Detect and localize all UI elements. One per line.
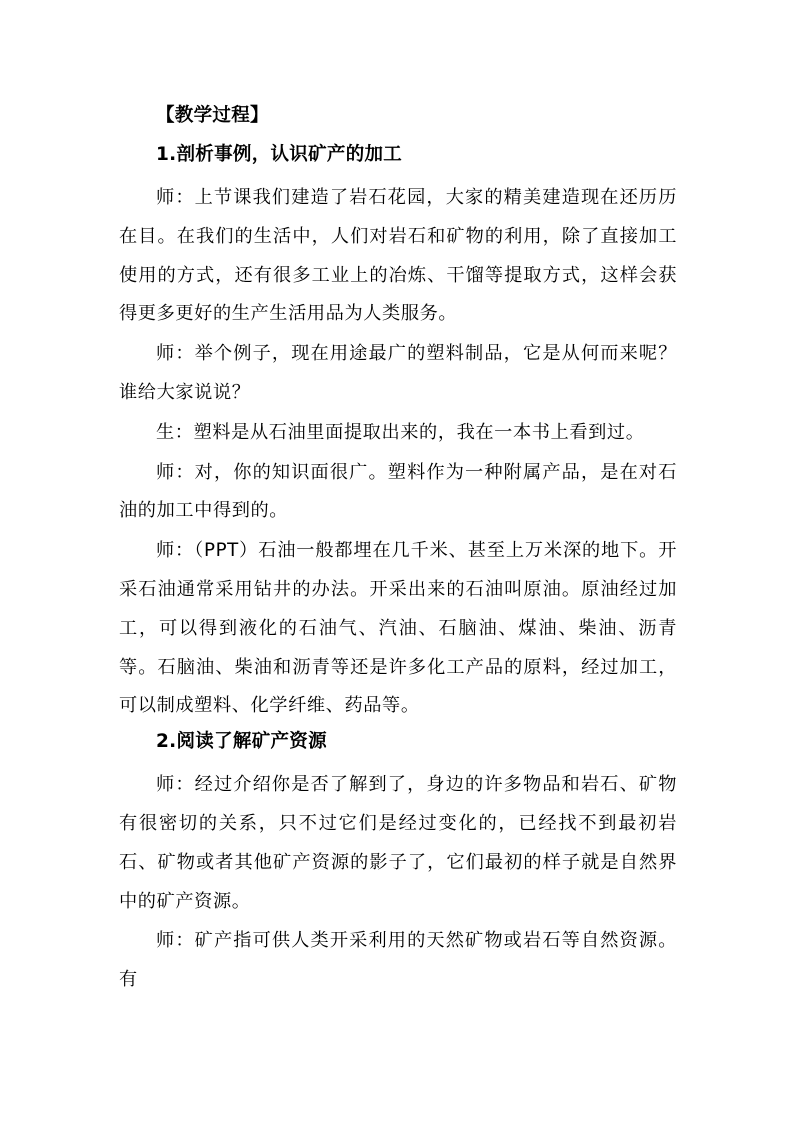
heading-2: 2.阅读了解矿产资源 [156, 731, 327, 753]
paragraph: 师：矿产指可供人类开采利用的天然矿物或岩石等自然资源。有 [119, 930, 677, 991]
paragraph: 师：（PPT）石油一般都埋在几千米、甚至上万米深的地下。开采石油通常采用钻井的办法。开采出来的石油叫原油。原油经过加工，可以得到液化的石油气、汽油、石脑油、煤油、柴油、沥青等。石脑油、柴油和沥青等还是许多化工产品的原料，经过加工，可以制成塑料、化学纤维、药品等。 [119, 540, 677, 717]
paragraph: 生：塑料是从石油里面提取出来的，我在一本书上看到过。 [156, 421, 645, 443]
paragraph: 师：上节课我们建造了岩石花园，大家的精美建造现在还历历在目。在我们的生活中，人们对岩石和矿物的利用，除了直接加工使用的方式，还有很多工业上的冶炼、干馏等提取方式，这样会获得更多更好的生产生活用品为人类服务。 [119, 187, 677, 325]
paragraph: 师：经过介绍你是否了解到了，身边的许多物品和岩石、矿物有很密切的关系，只不过它们是经过变化的，已经找不到最初岩石、矿物或者其他矿产资源的影子了，它们最初的样子就是自然界中的矿产资源。 [119, 774, 677, 912]
paragraph: 师：举个例子，现在用途最广的塑料制品，它是从何而来呢？谁给大家说说？ [119, 343, 677, 403]
document-body [119, 101, 677, 1000]
section-title: 【教学过程】 [156, 105, 269, 126]
heading-1: 1.剖析事例，认识矿产的加工 [156, 144, 403, 165]
paragraph: 师：对，你的知识面很广。塑料作为一种附属产品，是在对石油的加工中得到的。 [119, 461, 677, 522]
